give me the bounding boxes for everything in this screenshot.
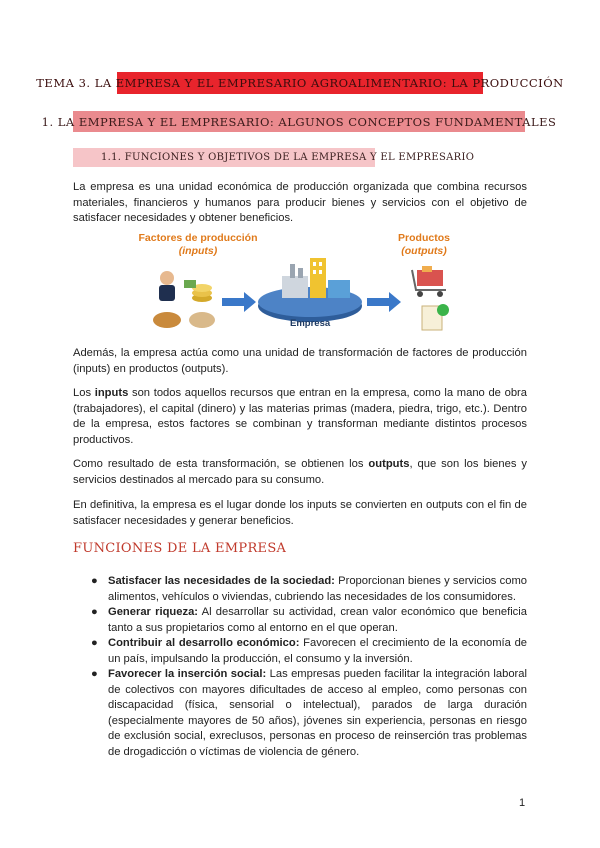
text-run: son todos aquellos recursos que entran en la empresa, como la mano de obra (trabajadores), el capital (dinero) y las materias primas (madera, piedra, trigo, etc.). Dentro de la empresa, estos factores se combinan y transforman mediante distintos procesos productivos. [73, 387, 527, 446]
text-run: , que son los bienes y servicios destinados al mercado para su consumo. [73, 458, 527, 486]
paragraph-conclusion: En definitiva, la empresa es el lugar donde los inputs se convierten en outputs con el fin de satisfacer necesidades y generar beneficios. [73, 499, 527, 527]
item-heading: Satisfacer las necesidades de la sociedad: [108, 575, 335, 587]
section-heading: 1. LA EMPRESA Y EL EMPRESARIO: ALGUNOS CONCEPTOS FUNDAMENTALES [73, 111, 525, 132]
paragraph-transformation: Además, la empresa actúa como una unidad de transformación de factores de producción (inputs) en productos (outputs). [73, 347, 527, 375]
paragraph-inputs [73, 386, 527, 448]
coins-icon [184, 280, 212, 302]
item-text: Favorecen el crecimiento de la economía de un país, impulsando la producción, el consumo y la inversión. [108, 637, 528, 665]
production-diagram [132, 228, 468, 338]
page-number: 1 [519, 797, 526, 809]
outputs-label: Productos (outputs) [398, 232, 450, 257]
paragraph-outputs [73, 457, 527, 488]
bold-term: inputs [94, 387, 129, 399]
factory-icon [282, 258, 350, 298]
bullet-icon: ● [91, 668, 98, 680]
bullet-icon: ● [91, 606, 98, 618]
arrow-right-icon [222, 292, 256, 312]
item-heading: Generar riqueza: [108, 606, 199, 618]
item-heading: Favorecer la inserción social: [108, 668, 267, 680]
bullet-icon: ● [91, 637, 98, 649]
document-title: TEMA 3. LA EMPRESA Y EL EMPRESARIO AGROALIMENTARIO: LA PRODUCCIÓN [117, 72, 483, 94]
inputs-label: Factores de producción (inputs) [138, 232, 258, 257]
functions-heading: FUNCIONES DE LA EMPRESA [73, 541, 287, 556]
subsection-heading: 1.1. FUNCIONES Y OBJETIVOS DE LA EMPRESA Y EL EMPRESARIO [73, 148, 375, 167]
list-item [91, 667, 527, 760]
raw-materials-icon [153, 312, 215, 328]
item-heading: Contribuir al desarrollo económico: [108, 637, 300, 649]
document-check-icon [422, 304, 449, 330]
item-text: Las empresas pueden facilitar la integración laboral de colectivos con mayores dificultades de acceso al empleo, como personas con discapacidad (física, sensorial o intelectual), parados de larga duración (especialmente mayores de 50 años), jóvenes sin experiencia, personas en riesgo de exclusión social, exreclusos, personas en proceso de reinserción tras problemas de drogadicción o víctimas de violencia de género. [108, 668, 527, 758]
text-run: Los [73, 387, 95, 399]
list-item [91, 574, 527, 605]
bold-term: outputs [368, 458, 410, 470]
list-item [91, 636, 527, 667]
list-item [91, 605, 527, 636]
bullet-icon: ● [91, 575, 98, 587]
item-text: Al desarrollar su actividad, crean valor económico que beneficia tanto a sus propietarios como al entorno en el que operan. [108, 606, 527, 634]
arrow-right-icon-2 [367, 292, 401, 312]
paragraph-definition: La empresa es una unidad económica de producción organizada que combina recursos materiales, financieros y humanos para producir bienes y servicios con el objetivo de satisfacer necesidades y obtener beneficios. [73, 181, 527, 224]
shopping-cart-icon [412, 266, 446, 297]
item-text: Proporcionan bienes y servicios como alimentos, vehículos o viviendas, cubriendo las necesidades de los consumidores. [108, 575, 527, 603]
functions-list [91, 574, 527, 760]
worker-icon [159, 271, 175, 301]
text-run: Como resultado de esta transformación, se obtienen los [73, 458, 369, 470]
company-label: Empresa [290, 318, 331, 329]
